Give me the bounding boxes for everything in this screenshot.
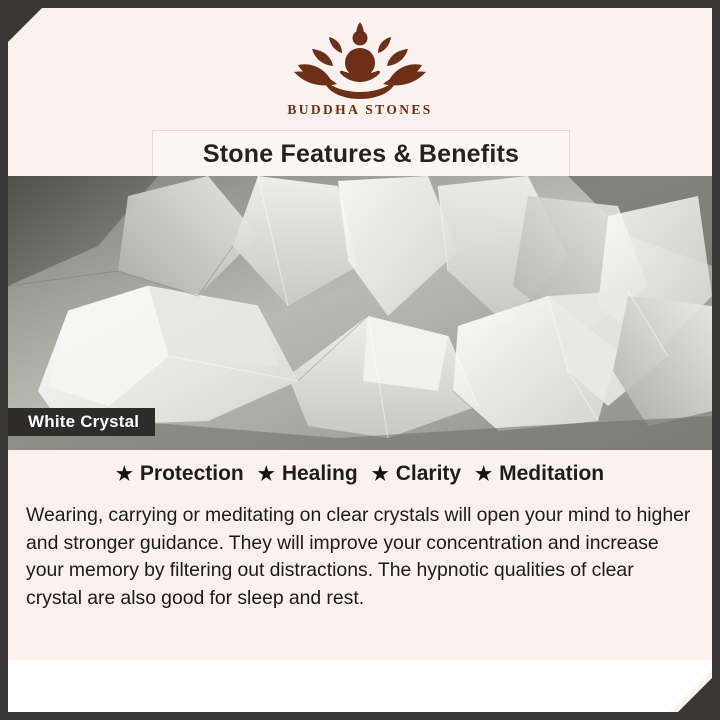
page-title xyxy=(152,130,570,178)
star-icon: ★ xyxy=(257,463,275,485)
benefits-row xyxy=(8,462,712,486)
benefit-label: Healing xyxy=(281,462,358,485)
benefit-label: Clarity xyxy=(395,462,462,485)
brand-name: BUDDHA STONES xyxy=(287,102,433,117)
star-icon: ★ xyxy=(371,463,389,485)
bottom-strip xyxy=(8,660,712,712)
benefit-item xyxy=(372,462,461,486)
benefit-item xyxy=(258,462,358,486)
benefit-label: Protection xyxy=(139,462,244,485)
brand-logo-block xyxy=(0,22,720,118)
lotus-meditation-icon xyxy=(285,22,435,100)
star-icon: ★ xyxy=(115,463,133,485)
star-icon: ★ xyxy=(475,463,493,485)
benefit-item xyxy=(475,462,604,486)
photo-caption-text: White Crystal xyxy=(28,412,140,431)
benefit-item xyxy=(116,462,244,486)
description-text: Wearing, carrying or meditating on clear crystals will open your mind to higher and stronger guidance. They will improve your concentration and increase your memory by filtering out distractions. The hypnotic qualities of clear crystal are also good for sleep and rest. xyxy=(26,504,691,609)
benefit-label: Meditation xyxy=(499,462,605,485)
page-title-text: Stone Features & Benefits xyxy=(202,139,520,168)
photo-caption xyxy=(8,408,155,436)
